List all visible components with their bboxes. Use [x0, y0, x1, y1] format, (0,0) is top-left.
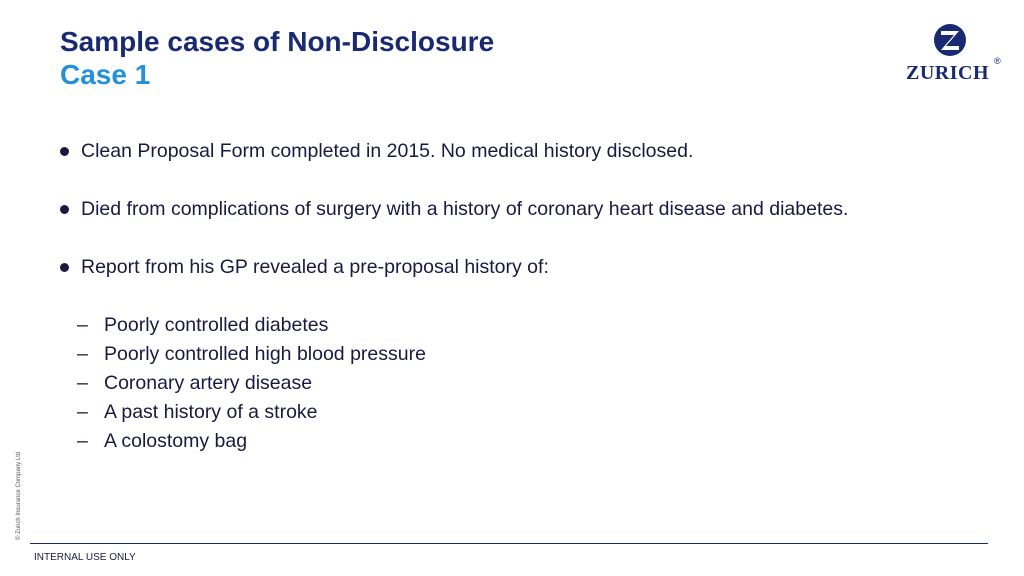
footer-label: INTERNAL USE ONLY	[34, 552, 136, 563]
sub-list-item	[77, 343, 426, 366]
registered-mark: ®	[994, 56, 1001, 66]
bullet-text: Died from complications of surgery with a history of coronary heart disease and diabetes.	[81, 198, 849, 220]
sub-list-item	[77, 430, 247, 453]
zurich-z-icon	[930, 22, 970, 58]
footer-divider	[30, 543, 988, 544]
bullet-item	[60, 140, 693, 163]
sub-list-item	[77, 372, 312, 395]
sub-item-text: A colostomy bag	[104, 430, 248, 452]
bullet-dot-icon	[60, 263, 69, 272]
bullet-text: Report from his GP revealed a pre-proposal history of:	[81, 256, 549, 278]
bullet-item	[60, 198, 848, 221]
sub-item-text: Poorly controlled high blood pressure	[104, 343, 426, 365]
dash-marker: –	[77, 343, 88, 365]
bullet-dot-icon	[60, 147, 69, 156]
sub-item-text: Coronary artery disease	[104, 372, 313, 394]
bullet-text: Clean Proposal Form completed in 2015. No medical history disclosed.	[81, 140, 694, 162]
sub-list-item	[77, 314, 328, 337]
page-subtitle: Case 1	[60, 59, 151, 90]
zurich-logo	[900, 22, 1004, 86]
bullet-item	[60, 256, 549, 279]
sub-item-text: Poorly controlled diabetes	[104, 314, 329, 336]
page-title: Sample cases of Non-Disclosure	[60, 26, 495, 57]
sub-item-text: A past history of a stroke	[104, 401, 318, 423]
logo-wordmark: ZURICH	[906, 62, 990, 84]
dash-marker: –	[77, 372, 88, 394]
dash-marker: –	[77, 430, 88, 452]
sub-list-item	[77, 401, 318, 424]
bullet-dot-icon	[60, 205, 69, 214]
copyright-notice: © Zurich Insurance Company Ltd	[16, 451, 22, 540]
dash-marker: –	[77, 401, 88, 423]
dash-marker: –	[77, 314, 88, 336]
